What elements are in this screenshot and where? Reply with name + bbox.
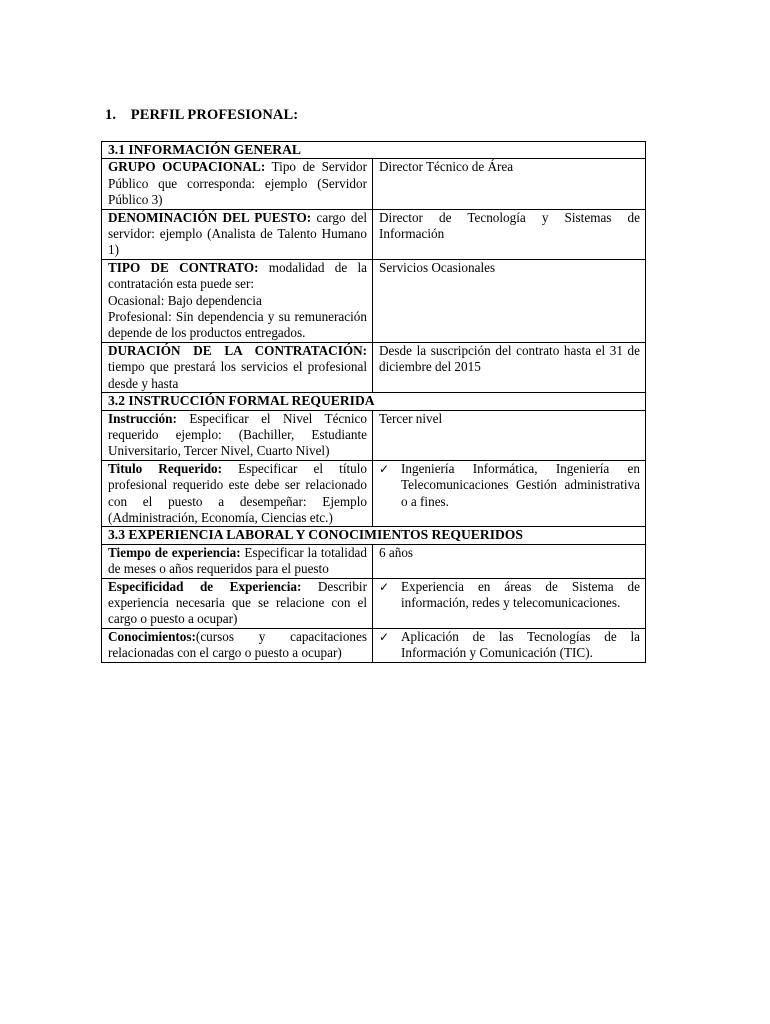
heading-text: PERFIL PROFESIONAL: — [130, 107, 299, 123]
label-cell-titulo — [102, 460, 373, 527]
table-row — [102, 159, 646, 209]
profile-table — [101, 141, 646, 663]
section-row-general — [102, 142, 646, 159]
term-denominacion: DENOMINACIÓN DEL PUESTO: — [108, 209, 312, 225]
section-title-experience: 3.3 EXPERIENCIA LABORAL Y CONOCIMIENTOS REQUERIDOS — [102, 527, 646, 544]
label-cell-contrato — [102, 259, 373, 342]
table-row — [102, 628, 646, 662]
value-cell-conocimientos — [373, 628, 646, 662]
check-icon: ✓ — [379, 461, 390, 476]
check-item-titulo — [379, 461, 640, 510]
label-cell-tiempo — [102, 544, 373, 578]
value-grupo: Director Técnico de Área — [379, 159, 514, 175]
desc-especificidad: Describir experiencia necesaria que se relacione con el cargo o puesto a ocupar) — [108, 578, 367, 627]
value-denominacion: Director de Tecnología y Sistemas de Información — [379, 209, 640, 242]
value-cell-contrato — [373, 259, 646, 342]
desc-conocimientos: (cursos y capacitaciones relacionadas con el cargo o puesto a ocupar) — [108, 628, 367, 661]
desc-instruccion: Especificar el Nivel Técnico requerido ejemplo: (Bachiller, Estudiante Universitario, Tercer Nivel, Cuarto Nivel) — [108, 410, 367, 459]
page-title — [105, 107, 298, 124]
term-duracion: DURACIÓN DE LA CONTRATACIÓN: — [108, 342, 367, 358]
section-row-instruction — [102, 393, 646, 410]
term-grupo: GRUPO OCUPACIONAL: — [108, 159, 266, 175]
value-especificidad: Experiencia en áreas de Sistema de información, redes y telecomunicaciones. — [401, 578, 640, 610]
desc-contrato-ocasional: Ocasional: Bajo dependencia — [108, 292, 262, 308]
desc-duracion: tiempo que prestará los servicios el profesional desde y hasta — [108, 359, 367, 391]
desc-grupo: Tipo de Servidor Público que corresponda: ejemplo (Servidor Público 3) — [108, 159, 367, 208]
section-title-instruction: 3.2 INSTRUCCIÓN FORMAL REQUERIDA — [102, 393, 646, 410]
desc-contrato-profesional: Profesional: Sin dependencia y su remuneración depende de los productos entregados. — [108, 309, 367, 341]
label-cell-grupo — [102, 159, 373, 209]
heading-number: 1. — [105, 107, 117, 123]
value-tiempo: 6 años — [379, 544, 414, 560]
check-icon: ✓ — [379, 629, 390, 644]
table-row — [102, 342, 646, 392]
check-item-especificidad — [379, 579, 640, 612]
label-cell-conocimientos — [102, 628, 373, 662]
section-row-experience — [102, 527, 646, 544]
table-row — [102, 460, 646, 527]
desc-tiempo: Especificar la totalidad de meses o años requeridos para el puesto — [108, 544, 367, 577]
value-conocimientos: Aplicación de las Tecnologías de la Información y Comunicación (TIC). — [401, 628, 640, 661]
value-contrato: Servicios Ocasionales — [379, 259, 496, 275]
label-cell-instruccion — [102, 410, 373, 460]
table-row — [102, 544, 646, 578]
desc-denominacion: cargo del servidor: ejemplo (Analista de Talento Humano 1) — [108, 209, 367, 258]
value-cell-duracion — [373, 342, 646, 392]
value-duracion: Desde la suscripción del contrato hasta el 31 de diciembre del 2015 — [379, 342, 640, 375]
desc-contrato: modalidad de la contratación esta puede ser: — [108, 259, 367, 292]
value-cell-tiempo — [373, 544, 646, 578]
value-cell-especificidad — [373, 578, 646, 628]
check-item-conocimientos — [379, 629, 640, 662]
term-titulo: Titulo Requerido: — [108, 460, 223, 476]
value-titulo: Ingeniería Informática, Ingeniería en Telecomunicaciones Gestión administrativa o a fines. — [401, 460, 640, 509]
value-cell-instruccion — [373, 410, 646, 460]
label-cell-especificidad — [102, 578, 373, 628]
label-cell-duracion — [102, 342, 373, 392]
check-icon: ✓ — [379, 579, 390, 594]
section-title-general: 3.1 INFORMACIÓN GENERAL — [102, 142, 646, 159]
value-cell-grupo — [373, 159, 646, 209]
term-tiempo: Tiempo de experiencia: — [108, 544, 241, 560]
term-conocimientos: Conocimientos: — [108, 628, 196, 644]
value-instruccion: Tercer nivel — [379, 410, 443, 426]
label-cell-denominacion — [102, 209, 373, 259]
value-cell-titulo — [373, 460, 646, 527]
term-especificidad: Especificidad de Experiencia: — [108, 578, 302, 594]
value-cell-denominacion — [373, 209, 646, 259]
desc-titulo: Especificar el título profesional requerido este debe ser relacionado con el puesto a desempeñar: Ejemplo (Administración, Economía, Ciencias etc.) — [108, 460, 367, 525]
table-row — [102, 578, 646, 628]
table-row — [102, 209, 646, 259]
term-contrato: TIPO DE CONTRATO: — [108, 259, 259, 275]
table-row — [102, 410, 646, 460]
term-instruccion: Instrucción: — [108, 410, 177, 426]
table-row — [102, 259, 646, 342]
